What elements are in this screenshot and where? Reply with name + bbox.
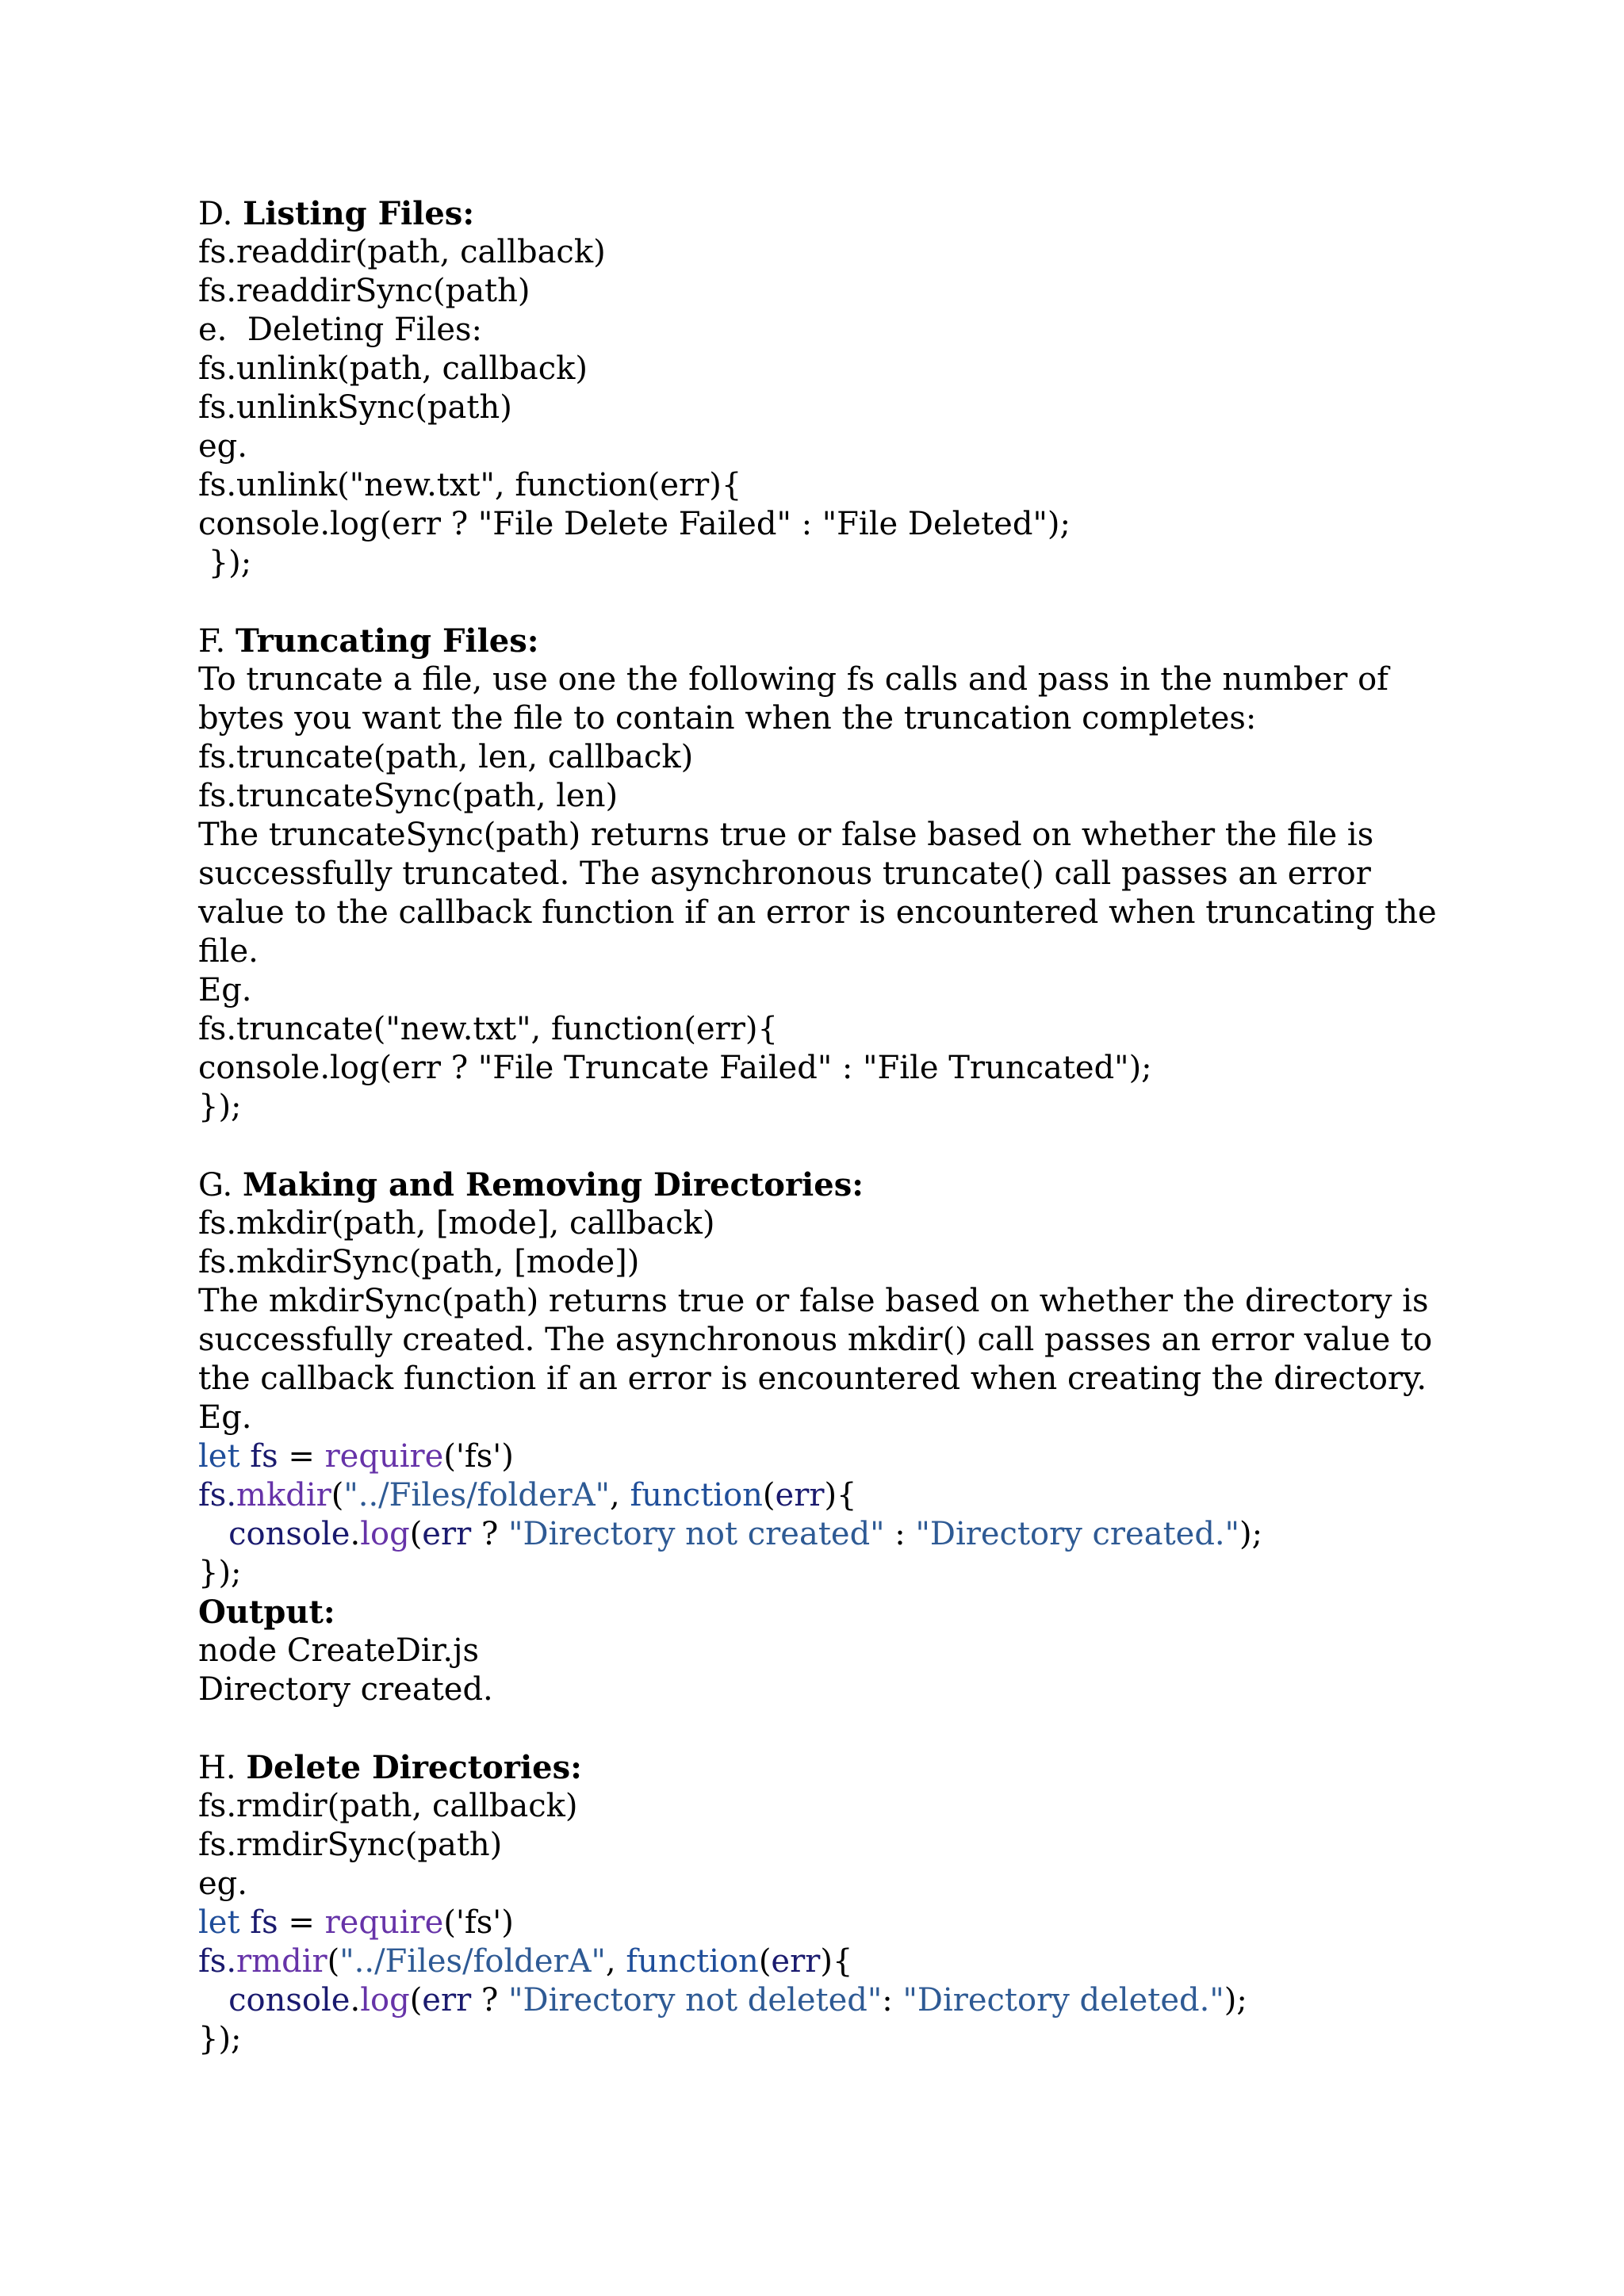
code-keyword: let — [198, 1438, 240, 1475]
code-punct: : — [884, 1516, 916, 1552]
code-punct: . — [350, 1516, 361, 1552]
code-line — [198, 1476, 1499, 1515]
code-identifier: fs. — [198, 1943, 237, 1980]
code-identifier: console — [228, 1982, 350, 2019]
section-f-line: To truncate a file, use one the following fs calls and pass in the number of — [198, 661, 1388, 698]
code-string: "Directory not deleted" — [508, 1982, 883, 2019]
section-e-line: fs.unlink("new.txt", function(err){ — [198, 467, 742, 503]
section-f-line: fs.truncateSync(path, len) — [198, 778, 619, 814]
section-f-line: The truncateSync(path) returns true or false based on whether the file is — [198, 817, 1374, 853]
spacer — [198, 1709, 1499, 1748]
output-line: Directory created. — [198, 1671, 493, 1708]
section-e-line: fs.unlinkSync(path) — [198, 389, 512, 426]
section-g-line: The mkdirSync(path) returns true or false based on whether the directory is — [198, 1283, 1429, 1319]
code-keyword: function — [626, 1943, 759, 1980]
section-g-line: successfully created. The asynchronous mkdir() call passes an error value to — [198, 1322, 1433, 1358]
code-function: mkdir — [236, 1477, 331, 1513]
code-line — [198, 1904, 1499, 1942]
code-punct: ); — [1224, 1982, 1247, 2019]
section-f-line: fs.truncate("new.txt", function(err){ — [198, 1011, 778, 1047]
code-punct: = — [278, 1438, 325, 1475]
section-h-line: fs.rmdirSync(path) — [198, 1827, 503, 1863]
code-function: rmdir — [236, 1943, 327, 1980]
code-identifier: err — [422, 1516, 472, 1552]
section-e-line: eg. — [198, 428, 247, 465]
section-g-line: fs.mkdir(path, [mode], callback) — [198, 1205, 715, 1242]
code-line: }); — [198, 2021, 242, 2057]
code-punct: , — [605, 1943, 626, 1980]
section-f-line: file. — [198, 933, 259, 970]
code-string: "Directory not created" — [508, 1516, 885, 1552]
code-punct: , — [610, 1477, 630, 1513]
code-punct: ){ — [820, 1943, 853, 1980]
section-f-title: Truncating Files: — [235, 622, 539, 660]
section-f-line: bytes you want the file to contain when the truncation completes: — [198, 700, 1257, 737]
section-f-line: fs.truncate(path, len, callback) — [198, 739, 694, 775]
code-punct: ('fs') — [443, 1438, 514, 1475]
code-indent — [198, 1516, 228, 1552]
section-f-line: successfully truncated. The asynchronous truncate() call passes an error — [198, 855, 1371, 892]
code-line — [198, 1437, 1499, 1476]
section-d-heading — [198, 194, 1499, 233]
section-h-line: eg. — [198, 1866, 247, 1902]
section-g-title: Making and Removing Directories: — [242, 1166, 864, 1203]
spacer — [198, 1127, 1499, 1165]
section-h-line: fs.rmdir(path, callback) — [198, 1788, 578, 1824]
code-punct: ('fs') — [443, 1904, 514, 1941]
code-punct: ? — [471, 1982, 509, 2019]
code-keyword: function — [630, 1477, 763, 1513]
code-line: }); — [198, 1555, 242, 1591]
code-string: "../Files/folderA" — [339, 1943, 606, 1980]
code-punct: . — [350, 1982, 361, 2019]
code-identifier: console — [228, 1516, 350, 1552]
section-f-line: }); — [198, 1089, 242, 1125]
code-punct: ){ — [824, 1477, 857, 1513]
section-g-line: the callback function if an error is encountered when creating the directory. — [198, 1360, 1427, 1397]
section-f-prefix: F. — [198, 623, 236, 660]
code-punct: ( — [327, 1943, 340, 1980]
code-punct: ( — [331, 1477, 344, 1513]
code-function: log — [360, 1982, 410, 2019]
spacer — [198, 583, 1499, 622]
section-g-heading — [198, 1165, 1499, 1204]
code-line — [198, 1942, 1499, 1981]
code-function: require — [324, 1904, 444, 1941]
code-identifier: err — [422, 1982, 472, 2019]
section-d-prefix: D. — [198, 196, 243, 232]
code-keyword: let — [198, 1904, 240, 1941]
code-identifier: err — [771, 1943, 821, 1980]
section-g-line: fs.mkdirSync(path, [mode]) — [198, 1244, 640, 1280]
section-f-heading — [198, 622, 1499, 660]
code-punct: = — [278, 1904, 325, 1941]
code-line — [198, 1515, 1499, 1554]
code-function: require — [324, 1438, 444, 1475]
section-g-line: Eg. — [198, 1399, 252, 1436]
code-string: "../Files/folderA" — [343, 1477, 611, 1513]
section-e-line: }); — [198, 545, 252, 581]
code-function: log — [360, 1516, 410, 1552]
code-punct: ); — [1239, 1516, 1263, 1552]
document-page — [198, 194, 1499, 2059]
code-string: "Directory created." — [915, 1516, 1240, 1552]
code-string: "Directory deleted." — [902, 1982, 1224, 2019]
code-indent — [198, 1982, 228, 2019]
section-h-prefix: H. — [198, 1750, 247, 1786]
code-punct: ( — [409, 1516, 423, 1552]
section-f-line: console.log(err ? "File Truncate Failed" : "File Truncated"); — [198, 1050, 1152, 1086]
code-punct: ( — [758, 1943, 772, 1980]
code-line — [198, 1981, 1499, 2020]
code-punct: ( — [762, 1477, 776, 1513]
section-e-heading: e. Deleting Files: — [198, 312, 482, 348]
code-punct: : — [882, 1982, 903, 2019]
code-punct: ? — [471, 1516, 509, 1552]
output-label: Output: — [198, 1594, 335, 1631]
section-h-heading — [198, 1748, 1499, 1787]
code-punct: ( — [409, 1982, 423, 2019]
section-f-line: Eg. — [198, 972, 252, 1008]
code-identifier: fs — [250, 1438, 278, 1475]
section-d-line: fs.readdir(path, callback) — [198, 234, 606, 270]
section-d-title: Listing Files: — [243, 195, 475, 232]
section-h-title: Delete Directories: — [246, 1749, 582, 1786]
section-d-line: fs.readdirSync(path) — [198, 273, 530, 309]
section-f-line: value to the callback function if an error is encountered when truncating the — [198, 894, 1437, 931]
code-identifier: fs. — [198, 1477, 237, 1513]
section-g-prefix: G. — [198, 1167, 243, 1203]
code-identifier: err — [775, 1477, 825, 1513]
section-e-line: console.log(err ? "File Delete Failed" : "File Deleted"); — [198, 506, 1071, 542]
output-line: node CreateDir.js — [198, 1632, 480, 1669]
code-identifier: fs — [250, 1904, 278, 1941]
section-e-line: fs.unlink(path, callback) — [198, 350, 588, 387]
